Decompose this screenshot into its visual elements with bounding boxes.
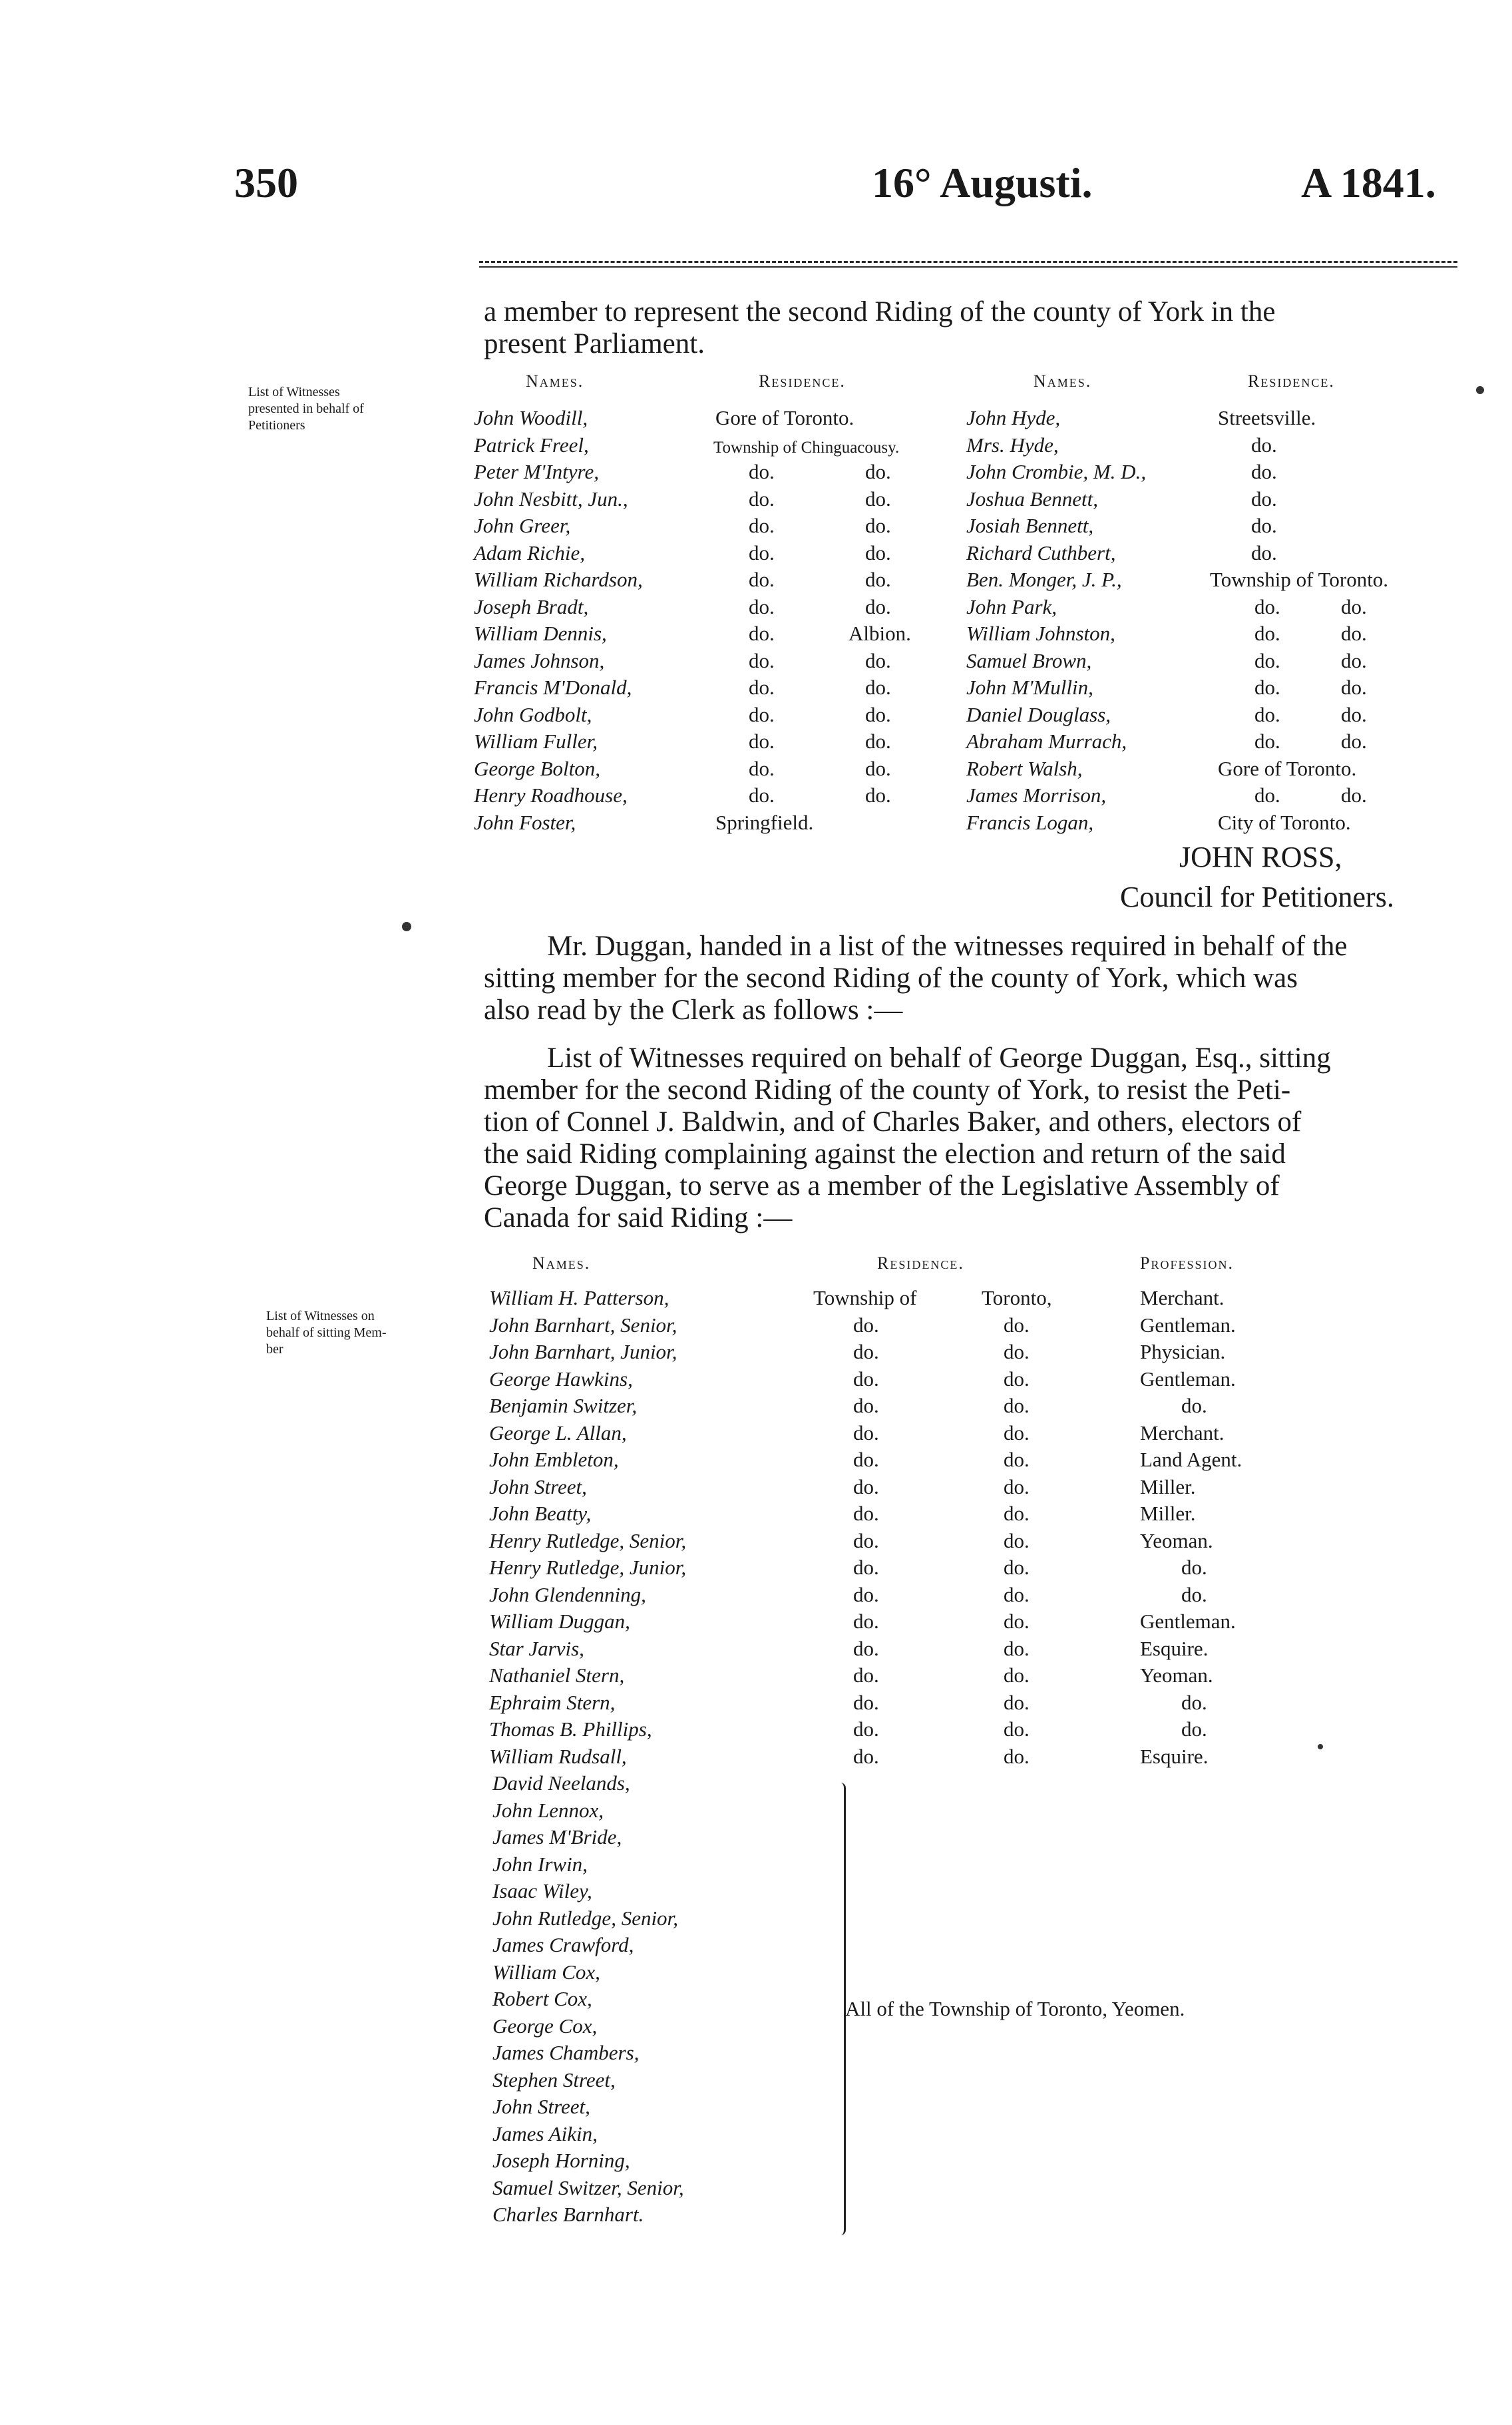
witness-residence-2: do.	[1004, 1663, 1030, 1687]
ink-dot	[402, 922, 411, 931]
witness-name: John Godbolt,	[474, 702, 592, 726]
witness-residence: do.	[853, 1717, 879, 1741]
witness-residence-2: do.	[1341, 783, 1367, 807]
witness-profession: do.	[1181, 1690, 1207, 1714]
witness-name: William H. Patterson,	[489, 1286, 669, 1309]
witness-name: Henry Roadhouse,	[474, 783, 628, 807]
witness-name: George L. Allan,	[489, 1421, 627, 1444]
t2-header-names: Names.	[532, 1253, 591, 1273]
witness-residence: Springfield.	[715, 810, 814, 834]
witness-name: James Johnson,	[474, 648, 605, 672]
witness-residence: Gore of Toronto.	[715, 406, 854, 429]
side-note-line: behalf of sitting Mem-	[266, 1325, 387, 1340]
page-number: 350	[234, 159, 298, 206]
witness-name: John Barnhart, Senior,	[489, 1313, 677, 1337]
side-note-line: List of Witnesses on	[266, 1309, 375, 1323]
witness-profession: Physician.	[1140, 1340, 1226, 1363]
witness-name: John Street,	[492, 2095, 590, 2118]
ink-dot	[1476, 386, 1484, 394]
grouping-brace	[831, 1783, 846, 2235]
witness-residence-2: do.	[1004, 1421, 1030, 1444]
text-line: a member to represent the second Riding of the county of York in the	[484, 296, 1276, 328]
witness-name: Joshua Bennett,	[966, 487, 1099, 511]
witness-residence-2: do.	[1341, 730, 1367, 753]
witness-name: John Rutledge, Senior,	[492, 1906, 678, 1930]
witness-profession: Gentleman.	[1140, 1610, 1236, 1633]
side-note-line: presented in behalf of	[248, 401, 364, 416]
witness-name: Ben. Monger, J. P.,	[966, 568, 1122, 591]
witness-residence: do.	[853, 1582, 879, 1606]
witness-residence-2: do.	[1004, 1556, 1030, 1579]
witness-profession: do.	[1181, 1582, 1207, 1606]
witness-name: William Fuller,	[474, 730, 598, 753]
witness-name: George Hawkins,	[489, 1367, 633, 1391]
text-line: Canada for said Riding :—	[484, 1202, 793, 1233]
witness-residence: do.	[749, 730, 775, 753]
witness-residence-2: do.	[1341, 648, 1367, 672]
witness-residence: Township of Chinguacousy.	[713, 438, 900, 457]
witness-residence-2: do.	[1004, 1717, 1030, 1741]
witness-residence: do.	[853, 1663, 879, 1687]
witness-profession: Merchant.	[1140, 1421, 1225, 1444]
text-line: member for the second Riding of the county of York, to resist the Peti-	[484, 1074, 1291, 1106]
witness-name: John Irwin,	[492, 1852, 588, 1876]
witness-name: John Beatty,	[489, 1502, 592, 1525]
witness-residence-2: do.	[865, 514, 891, 537]
witness-name: Nathaniel Stern,	[489, 1663, 625, 1687]
witness-residence: Township of	[813, 1286, 917, 1309]
witness-name: Samuel Switzer, Senior,	[492, 2175, 684, 2199]
witness-name: John Glendenning,	[489, 1582, 646, 1606]
witness-residence-2: do.	[865, 460, 891, 483]
witness-profession: Yeoman.	[1140, 1528, 1213, 1552]
t1-header-names: Names.	[526, 371, 584, 391]
page-date: 16° Augusti.	[872, 159, 1093, 206]
witness-name: Abraham Murrach,	[966, 730, 1127, 753]
header-rule	[479, 261, 1457, 263]
witness-name: Henry Rutledge, Senior,	[489, 1528, 687, 1552]
side-note-line: Petitioners	[248, 418, 305, 433]
witness-name: John Crombie, M. D.,	[966, 460, 1147, 483]
side-note-sitting-member	[266, 1308, 472, 1358]
witness-residence-2: do.	[1004, 1610, 1030, 1633]
witness-name: John Street,	[489, 1474, 587, 1498]
witness-name: Charles Barnhart.	[492, 2203, 644, 2226]
witness-residence: do.	[853, 1367, 879, 1391]
witness-residence: do.	[853, 1636, 879, 1660]
witness-residence-2: Albion.	[849, 622, 911, 645]
witness-residence: do.	[1251, 514, 1277, 537]
witness-residence: do.	[853, 1340, 879, 1363]
witness-name: David Neelands,	[492, 1771, 630, 1795]
witness-name: Francis Logan,	[966, 810, 1094, 834]
witness-profession: Miller.	[1140, 1474, 1196, 1498]
witness-profession: Esquire.	[1140, 1744, 1209, 1768]
witness-residence: Township of Toronto.	[1210, 568, 1389, 591]
witness-name: James Aikin,	[492, 2121, 598, 2145]
witness-residence: do.	[1254, 676, 1280, 699]
witness-name: William Cox,	[492, 1960, 600, 1984]
witness-name: Peter M'Intyre,	[474, 460, 599, 483]
witness-name: Samuel Brown,	[966, 648, 1092, 672]
witness-residence: do.	[749, 756, 775, 780]
witness-name: Joseph Horning,	[492, 2149, 630, 2172]
witness-residence: Streetsville.	[1218, 406, 1316, 429]
witness-profession: Miller.	[1140, 1502, 1196, 1525]
witness-residence-2: do.	[1004, 1636, 1030, 1660]
witness-name: Robert Walsh,	[966, 756, 1083, 780]
witness-residence-2: do.	[1004, 1744, 1030, 1768]
side-note-line: ber	[266, 1342, 284, 1357]
witness-profession: Esquire.	[1140, 1636, 1209, 1660]
witness-residence: do.	[853, 1528, 879, 1552]
witness-residence: do.	[749, 648, 775, 672]
witness-name: George Cox,	[492, 2014, 598, 2038]
witness-residence: Gore of Toronto.	[1218, 756, 1357, 780]
side-note-line: List of Witnesses	[248, 385, 340, 399]
witness-residence-2: do.	[1004, 1528, 1030, 1552]
witness-name: William Johnston,	[966, 622, 1115, 645]
text-line: tion of Connel J. Baldwin, and of Charles Baker, and others, electors of	[484, 1106, 1302, 1138]
witness-name: John Barnhart, Junior,	[489, 1340, 677, 1363]
witness-profession: Merchant.	[1140, 1286, 1225, 1309]
text-line: sitting member for the second Riding of the county of York, which was	[484, 963, 1298, 994]
witness-residence: do.	[1254, 594, 1280, 618]
witness-residence: do.	[749, 541, 775, 564]
witness-residence-2: Toronto,	[982, 1286, 1052, 1309]
witness-residence-2: do.	[1004, 1313, 1030, 1337]
witness-name: William Dennis,	[474, 622, 607, 645]
witness-name: George Bolton,	[474, 756, 600, 780]
witness-name: Stephen Street,	[492, 2068, 616, 2092]
witness-name: Isaac Wiley,	[492, 1879, 592, 1902]
witness-residence-2: do.	[1004, 1394, 1030, 1417]
witness-profession: do.	[1181, 1717, 1207, 1741]
witness-profession: Yeoman.	[1140, 1663, 1213, 1687]
witness-residence: do.	[853, 1474, 879, 1498]
side-note-petitioners	[248, 384, 455, 434]
witness-name: William Richardson,	[474, 568, 643, 591]
witness-residence-2: do.	[1341, 594, 1367, 618]
witness-name: Joseph Bradt,	[474, 594, 589, 618]
witness-residence-2: do.	[1341, 702, 1367, 726]
witness-residence: do.	[853, 1610, 879, 1633]
top-paragraph	[484, 296, 1459, 360]
witness-name: James Crawford,	[492, 1933, 634, 1956]
witness-residence: do.	[1251, 541, 1277, 564]
page-year: A 1841.	[1301, 159, 1436, 206]
witness-name: Henry Rutledge, Junior,	[489, 1556, 687, 1579]
witness-name: John Embleton,	[489, 1448, 619, 1471]
witness-residence-2: do.	[865, 730, 891, 753]
witness-name: James Morrison,	[966, 783, 1107, 807]
text-line: Mr. Duggan, handed in a list of the witnesses required in behalf of the	[547, 931, 1348, 962]
witness-name: James Chambers,	[492, 2041, 640, 2064]
witness-residence-2: do.	[865, 783, 891, 807]
witness-name: John Nesbitt, Jun.,	[474, 487, 628, 511]
witness-residence: do.	[749, 676, 775, 699]
signature-title: Council for Petitioners.	[1120, 881, 1394, 913]
witness-name: Richard Cuthbert,	[966, 541, 1116, 564]
witness-residence-2: do.	[865, 568, 891, 591]
witness-name: John Greer,	[474, 514, 571, 537]
witness-residence-2: do.	[1004, 1690, 1030, 1714]
witness-residence: do.	[1254, 648, 1280, 672]
witness-residence: do.	[853, 1313, 879, 1337]
witness-residence: do.	[1251, 460, 1277, 483]
witness-residence-2: do.	[865, 541, 891, 564]
witness-residence: do.	[853, 1690, 879, 1714]
witness-residence: do.	[853, 1421, 879, 1444]
witness-residence-2: do.	[865, 756, 891, 780]
witness-residence-2: do.	[1341, 622, 1367, 645]
witness-name: John Foster,	[474, 810, 576, 834]
witness-residence: do.	[853, 1394, 879, 1417]
signature-name: JOHN ROSS,	[1179, 841, 1342, 873]
witness-profession: do.	[1181, 1394, 1207, 1417]
grouped-note: All of the Township of Toronto, Yeomen.	[845, 1997, 1185, 2020]
witness-residence: do.	[749, 702, 775, 726]
witness-profession: Land Agent.	[1140, 1448, 1242, 1471]
witness-list-paragraph	[484, 1042, 1459, 1234]
witness-residence-2: do.	[1004, 1474, 1030, 1498]
witness-residence-2: do.	[865, 676, 891, 699]
witness-residence: do.	[1254, 730, 1280, 753]
text-line: present Parliament.	[484, 328, 705, 359]
witness-name: Josiah Bennett,	[966, 514, 1094, 537]
witness-residence: do.	[749, 460, 775, 483]
witness-residence: do.	[853, 1556, 879, 1579]
witness-name: Robert Cox,	[492, 1987, 592, 2010]
witness-residence-2: do.	[865, 702, 891, 726]
witness-name: John Woodill,	[474, 406, 588, 429]
duggan-paragraph	[484, 931, 1459, 1026]
witness-residence-2: do.	[1004, 1582, 1030, 1606]
witness-name: William Rudsall,	[489, 1744, 627, 1768]
witness-residence-2: do.	[1004, 1502, 1030, 1525]
text-line: List of Witnesses required on behalf of George Duggan, Esq., sitting	[547, 1042, 1331, 1074]
header-rule-solid	[479, 266, 1457, 268]
ink-dot	[1318, 1744, 1323, 1749]
witness-name: James M'Bride,	[492, 1825, 622, 1849]
witness-residence: do.	[749, 594, 775, 618]
witness-name: Benjamin Switzer,	[489, 1394, 638, 1417]
t1-header-residence: Residence.	[759, 371, 846, 391]
witness-residence: do.	[1251, 487, 1277, 511]
witness-profession: do.	[1181, 1556, 1207, 1579]
witness-residence-2: do.	[1004, 1448, 1030, 1471]
witness-name: Patrick Freel,	[474, 433, 589, 457]
witness-residence-2: do.	[1004, 1340, 1030, 1363]
witness-name: John Hyde,	[966, 406, 1061, 429]
t2-header-residence: Residence.	[877, 1253, 964, 1273]
witness-residence: do.	[1254, 783, 1280, 807]
t1-header-names-2: Names.	[1034, 371, 1092, 391]
witness-residence-2: do.	[1004, 1367, 1030, 1391]
witness-name: John M'Mullin,	[966, 676, 1093, 699]
witness-name: Star Jarvis,	[489, 1636, 584, 1660]
witness-residence: do.	[853, 1502, 879, 1525]
witness-name: Adam Richie,	[474, 541, 586, 564]
witness-residence: do.	[853, 1448, 879, 1471]
witness-residence: do.	[1251, 433, 1277, 457]
text-line: also read by the Clerk as follows :—	[484, 994, 903, 1026]
witness-name: William Duggan,	[489, 1610, 630, 1633]
witness-name: John Park,	[966, 594, 1057, 618]
witness-name: Ephraim Stern,	[489, 1690, 616, 1714]
witness-residence: do.	[853, 1744, 879, 1768]
witness-name: Daniel Douglass,	[966, 702, 1111, 726]
text-line: the said Riding complaining against the election and return of the said	[484, 1138, 1286, 1170]
witness-residence-2: do.	[1341, 676, 1367, 699]
witness-residence: do.	[749, 783, 775, 807]
witness-residence: do.	[749, 622, 775, 645]
witness-profession: Gentleman.	[1140, 1313, 1236, 1337]
witness-name: Mrs. Hyde,	[966, 433, 1059, 457]
witness-profession: Gentleman.	[1140, 1367, 1236, 1391]
witness-residence: do.	[1254, 622, 1280, 645]
t2-header-profession: Profession.	[1140, 1253, 1234, 1273]
witness-residence: do.	[1254, 702, 1280, 726]
witness-name: Thomas B. Phillips,	[489, 1717, 652, 1741]
witness-residence: do.	[749, 487, 775, 511]
witness-residence-2: do.	[865, 487, 891, 511]
t1-header-residence-2: Residence.	[1248, 371, 1335, 391]
text-line: George Duggan, to serve as a member of the Legislative Assembly of	[484, 1170, 1280, 1202]
witness-name: John Lennox,	[492, 1798, 604, 1822]
witness-residence-2: do.	[865, 594, 891, 618]
witness-residence-2: do.	[865, 648, 891, 672]
witness-residence: do.	[749, 568, 775, 591]
witness-residence: do.	[749, 514, 775, 537]
witness-name: Francis M'Donald,	[474, 676, 632, 699]
witness-residence: City of Toronto.	[1218, 810, 1351, 834]
